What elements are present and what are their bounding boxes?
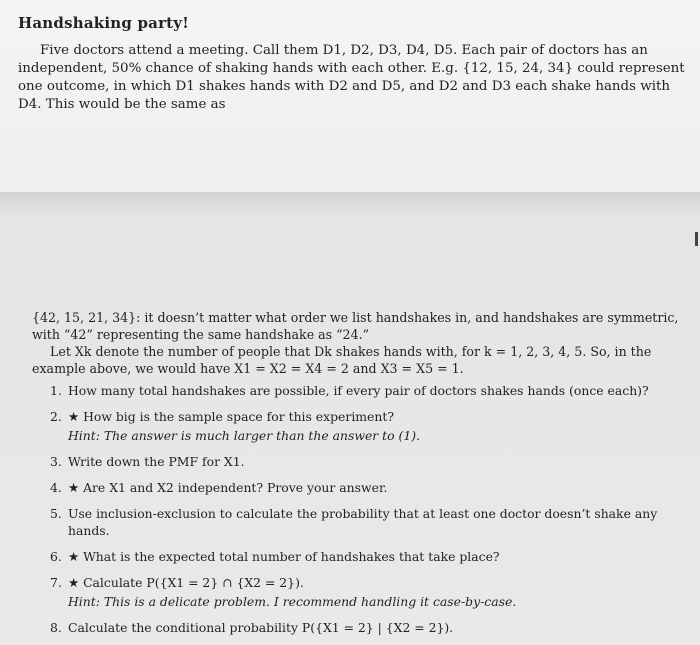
question-list <box>50 382 680 645</box>
question-item <box>50 619 680 636</box>
question-number: 1. <box>50 383 62 398</box>
page-fold-shadow <box>0 192 700 214</box>
question-text: Calculate the conditional probability P({X1 = 2} | {X2 = 2}). <box>68 620 454 635</box>
question-text: Write down the PMF for X1. <box>68 454 245 469</box>
star-icon: ★ <box>68 480 80 495</box>
question-text: How big is the sample space for this experiment? <box>83 409 394 424</box>
question-text: Are X1 and X2 independent? Prove your answer. <box>83 480 388 495</box>
question-text: Use inclusion-exclusion to calculate the probability that at least one doctor doesn’t shake any hands. <box>68 506 658 538</box>
continued-paragraph: {42, 15, 21, 34}: it doesn’t matter what order we list handshakes in, and handshakes are symmetric, with “42” representing the same handshake as “24.” <box>32 310 679 342</box>
edge-mark <box>695 232 698 246</box>
question-number: 7. <box>50 575 62 590</box>
question-number: 4. <box>50 480 62 495</box>
star-icon: ★ <box>68 549 80 564</box>
question-item <box>50 453 680 470</box>
definition-paragraph <box>32 343 682 377</box>
question-item <box>50 574 680 610</box>
question-number: 5. <box>50 506 62 521</box>
question-item <box>50 479 680 496</box>
question-item <box>50 505 680 539</box>
intro-text: Five doctors attend a meeting. Call them D1, D2, D3, D4, D5. Each pair of doctors has an independent, 50% chance of shaking hands with each other. E.g. {12, 15, 24, 34} could represent one outcome, in which D1 shakes hands with D2 and D5, and D2 and D3 each shake hands with D4. This would be the same as <box>18 43 685 112</box>
problem-title: Handshaking party! <box>18 14 190 32</box>
question-hint: Hint: This is a delicate problem. I recommend handling it case-by-case. <box>68 594 517 609</box>
question-number: 8. <box>50 620 62 635</box>
question-text: What is the expected total number of handshakes that take place? <box>83 549 500 564</box>
question-number: 6. <box>50 549 62 564</box>
question-item <box>50 548 680 565</box>
star-icon: ★ <box>68 409 80 424</box>
question-text: Calculate P({X1 = 2} ∩ {X2 = 2}). <box>83 575 304 590</box>
question-item <box>50 408 680 444</box>
intro-paragraph <box>18 42 690 114</box>
star-icon: ★ <box>68 575 80 590</box>
question-text: How many total handshakes are possible, if every pair of doctors shakes hands (once each)? <box>68 383 649 398</box>
question-number: 3. <box>50 454 62 469</box>
question-hint: Hint: The answer is much larger than the answer to (1). <box>68 428 421 443</box>
question-item <box>50 382 680 399</box>
question-number: 2. <box>50 409 62 424</box>
definition-text: Let Xk denote the number of people that Dk shakes hands with, for k = 1, 2, 3, 4, 5. So, in the example above, we would have X1 = X2 = X4 = 2 and X3 = X5 = 1. <box>32 344 652 376</box>
